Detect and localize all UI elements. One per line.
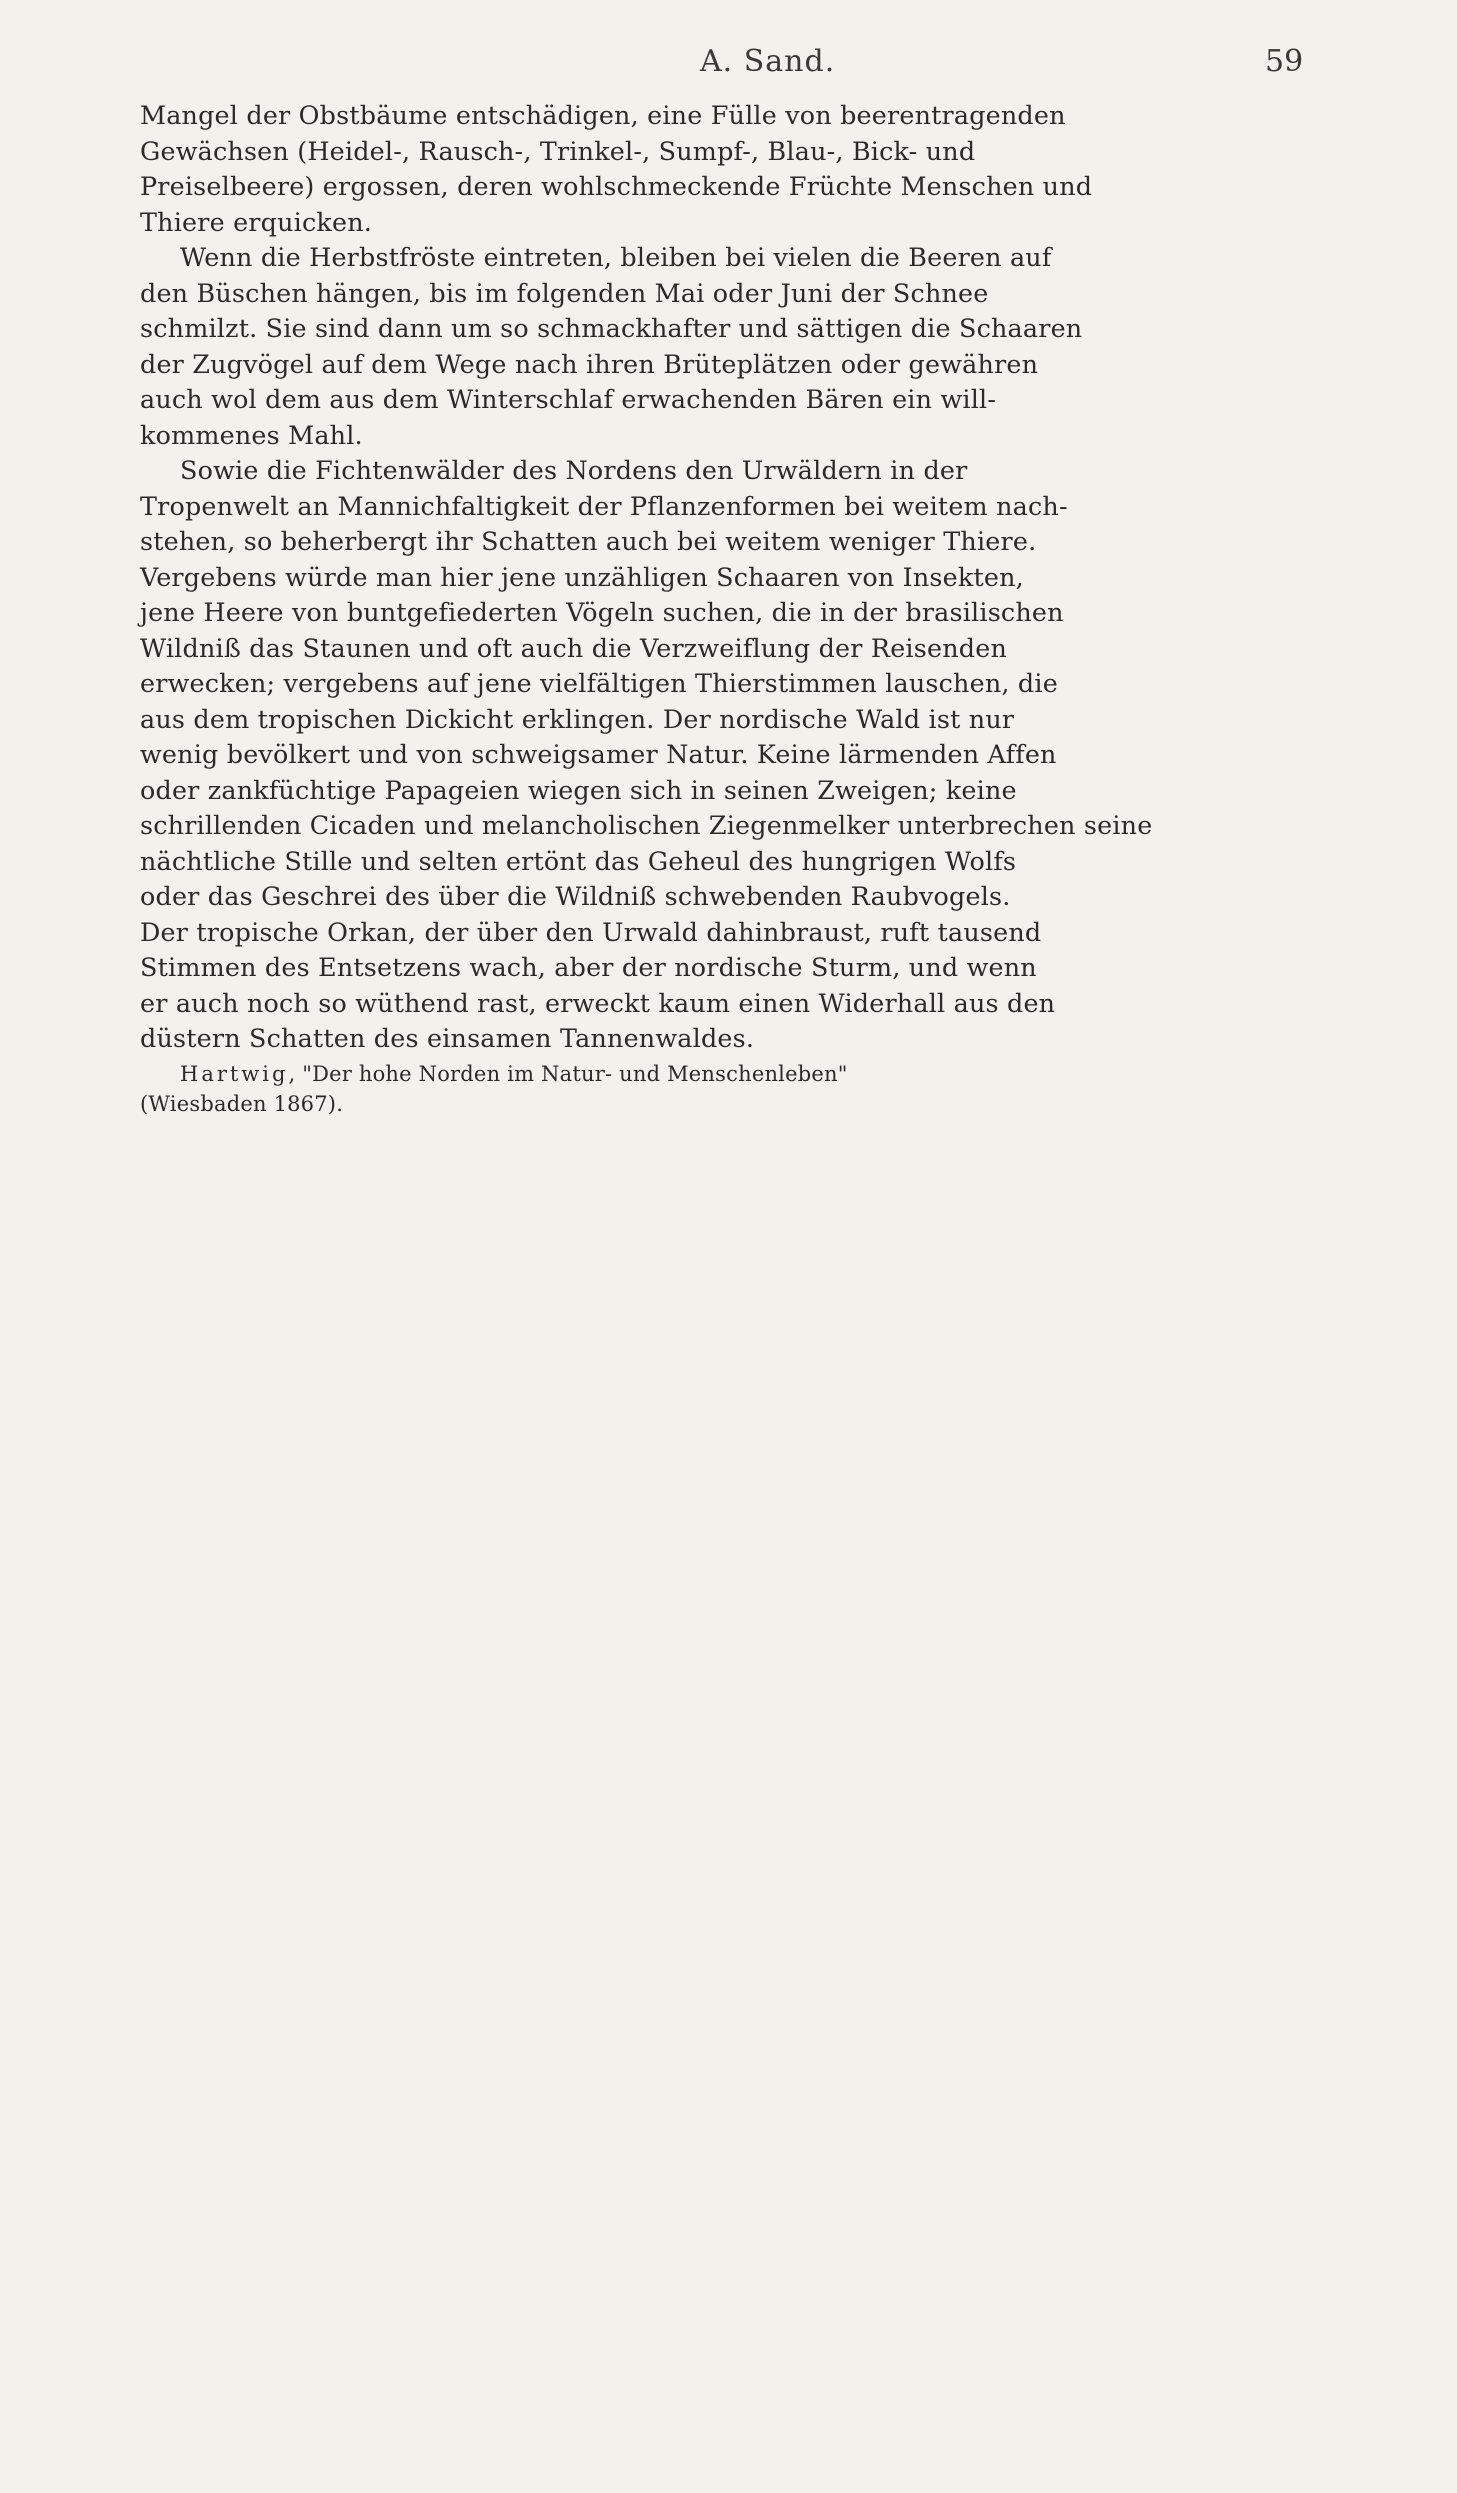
- text-line: Preiselbeere) ergossen, deren wohlschmeckende Früchte Menschen und: [140, 171, 1093, 201]
- paragraph: [140, 98, 1093, 240]
- text-line: Stimmen des Entsetzens wach, aber der nordische Sturm, und wenn: [140, 952, 1037, 982]
- citation-line: [140, 1059, 905, 1089]
- text-line: Mangel der Obstbäume entschädigen, eine Fülle von beerentragenden: [140, 100, 1066, 130]
- running-title: A. Sand.: [700, 44, 836, 79]
- text-line: düstern Schatten des einsamen Tannenwaldes.: [140, 1023, 755, 1053]
- text-line: kommenes Mahl.: [140, 419, 363, 450]
- text-line: schrillenden Cicaden und melancholischen Ziegenmelker unterbrechen seine: [140, 810, 1153, 840]
- text-line: Wildniß das Staunen und oft auch die Verzweiflung der Reisenden: [140, 632, 1007, 663]
- text-line: schmilzt. Sie sind dann um so schmackhafter und sättigen die Schaaren: [140, 313, 1083, 343]
- source-citation: [140, 1059, 905, 1119]
- page-number: 59: [1265, 44, 1304, 79]
- text-line: Thiere erquicken.: [140, 206, 373, 237]
- text-line: aus dem tropischen Dickicht erklingen. Der nordische Wald ist nur: [140, 703, 1015, 734]
- text-line: oder zankfüchtige Papageien wiegen sich in seinen Zweigen; keine: [140, 774, 1017, 805]
- text-line: jene Heere von buntgefiederten Vögeln suchen, die in der brasilischen: [140, 597, 1064, 627]
- text-line: erwecken; vergebens auf jene vielfältigen Thierstimmen lauschen, die: [140, 668, 1058, 698]
- paragraph: [140, 453, 1153, 1057]
- running-head: [0, 44, 1457, 94]
- text-line: den Büschen hängen, bis im folgenden Mai oder Juni der Schnee: [140, 277, 989, 308]
- text-line: oder das Geschrei des über die Wildniß schwebenden Raubvogels.: [140, 881, 1011, 911]
- text-line: nächtliche Stille und selten ertönt das Geheul des hungrigen Wolfs: [140, 845, 1017, 876]
- text-line: der Zugvögel auf dem Wege nach ihren Brüteplätzen oder gewähren: [140, 348, 1039, 379]
- text-line: Wenn die Herbstfröste eintreten, bleiben bei vielen die Beeren auf: [180, 242, 1052, 272]
- body-text: [140, 98, 1153, 1119]
- text-line: auch wol dem aus dem Winterschlaf erwachenden Bären ein will-: [140, 384, 997, 414]
- text-line: wenig bevölkert und von schweigsamer Natur. Keine lärmenden Affen: [140, 739, 1057, 769]
- text-line: Der tropische Orkan, der über den Urwald dahinbraust, ruft tausend: [140, 916, 1042, 947]
- citation-line: (Wiesbaden 1867).: [140, 1091, 344, 1116]
- text-line: Tropenwelt an Mannichfaltigkeit der Pflanzenformen bei weitem nach-: [140, 490, 1068, 521]
- text-line: Vergebens würde man hier jene unzähligen Schaaren von Insekten,: [140, 561, 1024, 592]
- citation-title: , "Der hohe Norden im Natur- und Menschenleben": [288, 1061, 848, 1086]
- paragraph: [140, 240, 1083, 453]
- text-line: er auch noch so wüthend rast, erweckt kaum einen Widerhall aus den: [140, 987, 1056, 1018]
- citation-author: Hartwig: [180, 1061, 289, 1086]
- text-line: stehen, so beherbergt ihr Schatten auch bei weitem weniger Thiere.: [140, 526, 1037, 556]
- text-line: Gewächsen (Heidel-, Rausch-, Trinkel-, Sumpf-, Blau-, Bick- und: [140, 135, 976, 166]
- text-line: Sowie die Fichtenwälder des Nordens den Urwäldern in der: [180, 455, 968, 485]
